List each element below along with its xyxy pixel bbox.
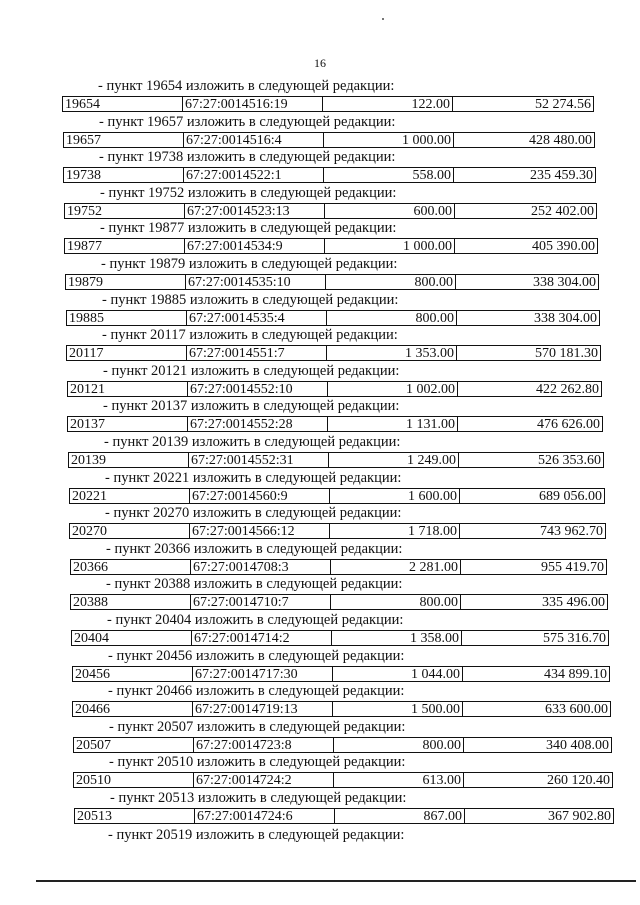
amendment-caption: - пункт 20507 изложить в следующей редакции:	[109, 718, 406, 735]
area-cell: 1 600.00	[330, 489, 460, 503]
amendment-entry	[0, 505, 640, 541]
amendment-entry	[0, 612, 640, 648]
table-row	[63, 132, 595, 148]
value-cell: 428 480.00	[529, 132, 592, 147]
area-cell: 867.00	[335, 809, 465, 823]
area-cell: 800.00	[331, 595, 461, 609]
cadastral-number-cell: 67:27:0014710:7	[191, 595, 331, 609]
cadastral-number-cell: 67:27:0014535:10	[186, 275, 326, 289]
amendment-caption: - пункт 19877 изложить в следующей редакции:	[100, 220, 397, 237]
item-number-cell: 20404	[72, 631, 192, 645]
cadastral-number-cell: 67:27:0014516:4	[184, 133, 324, 147]
area-cell: 1 249.00	[329, 453, 459, 467]
value-cell: 335 496.00	[542, 595, 605, 610]
cadastral-number-cell: 67:27:0014522:1	[184, 168, 324, 182]
table-row	[71, 630, 609, 646]
value-cell: 570 181.30	[535, 346, 598, 361]
amendment-caption: - пункт 20456 изложить в следующей редакции:	[108, 647, 405, 664]
value-cell: 338 304.00	[533, 274, 596, 289]
cadastral-number-cell: 67:27:0014719:13	[193, 702, 333, 716]
amendment-entry	[0, 719, 640, 755]
cadastral-number-cell: 67:27:0014724:2	[194, 773, 334, 787]
area-cell: 1 500.00	[333, 702, 463, 716]
cadastral-number-cell: 67:27:0014708:3	[191, 560, 331, 574]
item-number-cell: 20366	[71, 560, 191, 574]
area-cell: 1 044.00	[333, 667, 463, 681]
table-row	[74, 808, 614, 824]
area-cell: 600.00	[325, 204, 455, 218]
value-cell: 526 353.60	[538, 452, 601, 467]
table-row	[62, 96, 594, 112]
cadastral-number-cell: 67:27:0014523:13	[185, 204, 325, 218]
item-number-cell: 20137	[68, 417, 188, 431]
area-cell: 1 000.00	[324, 133, 454, 147]
amendment-caption: - пункт 20270 изложить в следующей редакции:	[105, 505, 402, 522]
table-row	[67, 416, 603, 432]
amendment-entry	[0, 149, 640, 185]
item-number-cell: 19879	[66, 275, 186, 289]
amendment-caption: - пункт 20404 изложить в следующей редакции:	[107, 611, 404, 628]
amendment-entry	[0, 185, 640, 221]
value-cell: 476 626.00	[537, 417, 600, 432]
area-cell: 613.00	[334, 773, 464, 787]
cadastral-number-cell: 67:27:0014552:28	[188, 417, 328, 431]
value-cell: 422 262.80	[536, 381, 599, 396]
table-row	[73, 737, 612, 753]
amendment-caption: - пункт 20388 изложить в следующей редакции:	[106, 576, 403, 593]
area-cell: 1 131.00	[328, 417, 458, 431]
amendment-caption: - пункт 20221 изложить в следующей редакции:	[105, 469, 402, 486]
amendment-entry	[0, 220, 640, 256]
table-row	[66, 345, 601, 361]
item-number-cell: 19738	[64, 168, 184, 182]
amendment-caption: - пункт 19657 изложить в следующей редакции:	[99, 113, 396, 130]
table-row	[64, 238, 598, 254]
item-number-cell: 20510	[74, 773, 194, 787]
table-row	[64, 203, 597, 219]
table-row	[68, 452, 604, 468]
item-number-cell: 20270	[70, 524, 190, 538]
value-cell: 260 120.40	[547, 773, 610, 788]
amendment-entry	[0, 683, 640, 719]
item-number-cell: 20117	[67, 346, 187, 360]
cadastral-number-cell: 67:27:0014717:30	[193, 667, 333, 681]
amendment-entry	[0, 790, 640, 826]
area-cell: 122.00	[323, 97, 453, 111]
item-number-cell: 20513	[75, 809, 195, 823]
amendments-list	[0, 78, 640, 825]
cadastral-number-cell: 67:27:0014723:8	[194, 738, 334, 752]
amendment-caption: - пункт 20121 изложить в следующей редакции:	[103, 362, 400, 379]
cadastral-number-cell: 67:27:0014552:10	[188, 382, 328, 396]
item-number-cell: 19752	[65, 204, 185, 218]
amendment-caption: - пункт 20366 изложить в следующей редакции:	[106, 540, 403, 557]
area-cell: 800.00	[327, 311, 457, 325]
area-cell: 1 002.00	[328, 382, 458, 396]
value-cell: 633 600.00	[545, 702, 608, 717]
area-cell: 1 353.00	[327, 346, 457, 360]
table-row	[72, 666, 610, 682]
item-number-cell: 20466	[73, 702, 193, 716]
table-row	[67, 381, 602, 397]
cadastral-number-cell: 67:27:0014535:4	[187, 311, 327, 325]
item-number-cell: 20221	[70, 489, 190, 503]
cadastral-number-cell: 67:27:0014560:9	[190, 489, 330, 503]
item-number-cell: 19657	[64, 133, 184, 147]
value-cell: 52 274.56	[535, 97, 591, 111]
amendment-caption: - пункт 20117 изложить в следующей редакции:	[102, 327, 398, 344]
area-cell: 558.00	[324, 168, 454, 182]
cadastral-number-cell: 67:27:0014714:2	[192, 631, 332, 645]
area-cell: 1 358.00	[332, 631, 462, 645]
bottom-rule	[36, 880, 636, 882]
value-cell: 689 056.00	[539, 488, 602, 503]
area-cell: 1 718.00	[330, 524, 460, 538]
amendment-entry	[0, 541, 640, 577]
item-number-cell: 20507	[74, 738, 194, 752]
page-number: 16	[314, 56, 326, 70]
value-cell: 367 902.80	[548, 808, 611, 823]
value-cell: 575 316.70	[543, 630, 606, 645]
amendment-entry	[0, 78, 640, 114]
final-amendment-caption: - пункт 20519 изложить в следующей редакции:	[108, 827, 405, 843]
item-number-cell: 19885	[67, 311, 187, 325]
value-cell: 338 304.00	[534, 310, 597, 325]
amendment-entry	[0, 327, 640, 363]
cadastral-number-cell: 67:27:0014551:7	[187, 346, 327, 360]
table-row	[69, 523, 606, 539]
value-cell: 955 419.70	[541, 559, 604, 574]
amendment-caption: - пункт 19654 изложить в следующей редакции:	[98, 78, 395, 94]
amendment-caption: - пункт 19738 изложить в следующей редакции:	[99, 149, 396, 166]
amendment-caption: - пункт 20513 изложить в следующей редакции:	[110, 789, 407, 806]
item-number-cell: 19654	[63, 97, 183, 111]
value-cell: 405 390.00	[532, 239, 595, 254]
amendment-caption: - пункт 20466 изложить в следующей редакции:	[108, 683, 405, 700]
amendment-entry	[0, 363, 640, 399]
table-row	[63, 167, 596, 183]
amendment-entry	[0, 398, 640, 434]
amendment-caption: - пункт 20510 изложить в следующей редакции:	[109, 754, 406, 771]
scan-speck	[382, 18, 384, 20]
cadastral-number-cell: 67:27:0014534:9	[185, 239, 325, 253]
cadastral-number-cell: 67:27:0014724:6	[195, 809, 335, 823]
value-cell: 340 408.00	[546, 737, 609, 752]
table-row	[73, 772, 613, 788]
item-number-cell: 20121	[68, 382, 188, 396]
amendment-entry	[0, 648, 640, 684]
amendment-entry	[0, 292, 640, 328]
amendment-entry	[0, 576, 640, 612]
amendment-caption: - пункт 19752 изложить в следующей редакции:	[100, 184, 397, 201]
amendment-caption: - пункт 19879 изложить в следующей редакции:	[101, 255, 398, 272]
area-cell: 1 000.00	[325, 239, 455, 253]
value-cell: 743 962.70	[540, 524, 603, 539]
amendment-caption: - пункт 20139 изложить в следующей редакции:	[104, 433, 401, 450]
cadastral-number-cell: 67:27:0014552:31	[189, 453, 329, 467]
area-cell: 2 281.00	[331, 560, 461, 574]
table-row	[69, 488, 605, 504]
amendment-entry	[0, 256, 640, 292]
table-row	[70, 559, 607, 575]
value-cell: 252 402.00	[531, 203, 594, 218]
item-number-cell: 19877	[65, 239, 185, 253]
item-number-cell: 20139	[69, 453, 189, 467]
value-cell: 235 459.30	[530, 168, 593, 183]
amendment-entry	[0, 114, 640, 150]
cadastral-number-cell: 67:27:0014566:12	[190, 524, 330, 538]
item-number-cell: 20456	[73, 667, 193, 681]
table-row	[72, 701, 611, 717]
area-cell: 800.00	[326, 275, 456, 289]
table-row	[70, 594, 608, 610]
amendment-entry	[0, 754, 640, 790]
area-cell: 800.00	[334, 738, 464, 752]
item-number-cell: 20388	[71, 595, 191, 609]
table-row	[65, 274, 599, 290]
table-row	[66, 310, 600, 326]
cadastral-number-cell: 67:27:0014516:19	[183, 97, 323, 111]
amendment-entry	[0, 434, 640, 470]
value-cell: 434 899.10	[544, 666, 607, 681]
amendment-entry	[0, 470, 640, 506]
amendment-caption: - пункт 20137 изложить в следующей редакции:	[103, 398, 400, 415]
amendment-caption: - пункт 19885 изложить в следующей редакции:	[102, 291, 399, 308]
